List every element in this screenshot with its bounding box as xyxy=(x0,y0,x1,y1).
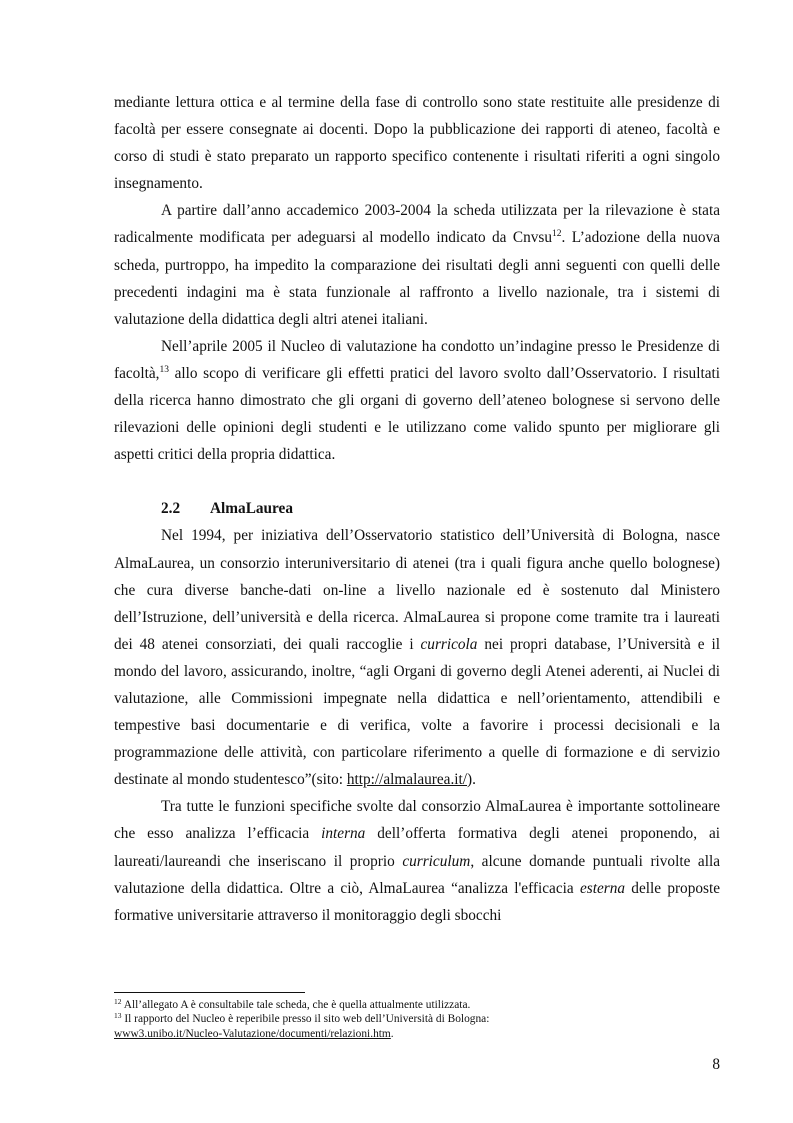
footnote-12-mark: 12 xyxy=(114,997,122,1006)
footnote-13-mark: 13 xyxy=(114,1011,122,1021)
paragraph-1 xyxy=(114,89,720,197)
footnote-13 xyxy=(114,1012,720,1041)
paragraph-1-text: mediante lettura ottica e al termine della fase di controllo sono state restituite alle presidenze di facoltà per essere consegnate ai docenti. Dopo la pubblicazione dei rapporti di ateneo, facoltà e corso di studi è stato preparato un rapporto specifico contenente i risultati riferiti a ogni singolo insegnamento. xyxy=(114,94,720,193)
paragraph-2 xyxy=(114,197,720,332)
page-number: 8 xyxy=(712,1056,720,1073)
footnote-divider xyxy=(114,992,305,993)
footnotes xyxy=(114,998,720,1041)
paragraph-3-text-a: Nell’aprile 2005 il Nucleo di valutazione ha condotto un’indagine presso le Presidenze di facoltà, xyxy=(114,337,720,382)
section-paragraph-2-text-b: dell’offerta formativa degli atenei proponendo, ai laureati/laureandi che inseriscano il proprio xyxy=(114,825,720,870)
footnote-13-text: Il rapporto del Nucleo è reperibile presso il sito web dell’Università di Bologna: xyxy=(121,1013,490,1026)
section-paragraph-1-text-a: Nel 1994, per iniziativa dell’Osservatorio statistico dell’Università di Bologna, nasce AlmaLaurea, un consorzio interuniversitario di atenei (tra i quali figura anche quello bolognese) che cura diverse banche-dati on-line a livello nazionale ed è sostenuto dal Ministero dell’Istruzione, dell’università e della ricerca. AlmaLaurea si propone come tramite tra i laureati dei 48 atenei consorziati, dei quali raccoglie i xyxy=(114,527,720,653)
footnote-12-text: All’allegato A è consultabile tale scheda, che è quella attualmente utilizzata. xyxy=(121,999,471,1011)
footnote-13-end: . xyxy=(390,1027,394,1040)
paragraph-2-text-a: A partire dall’anno accademico 2003-2004 la scheda utilizzata per la rilevazione è stata radicalmente modificata per adeguarsi al modello indicato da Cnvsu xyxy=(114,202,720,247)
section-paragraph-1-text-b: nei propri database, l’Università e il mondo del lavoro, assicurando, inoltre, “agli Organi di governo degli Atenei aderenti, ai Nuclei di valutazione, alle Commissioni impegnate nella didattica e nell’orientamento, attendibili e tempestive basi documentarie e di verifica, volte a favorire i processi decisionali e la programmazione delle attività, con particolare riferimento a quelle di formazione e di servizio destinate al mondo studentesco”(sito: xyxy=(114,635,720,789)
footnote-ref-12[interactable]: 12 xyxy=(552,229,562,240)
paragraph-3 xyxy=(114,333,720,468)
almalaurea-link[interactable]: http://almalaurea.it/ xyxy=(346,771,468,789)
footnote-12 xyxy=(114,998,720,1012)
paragraph-3-text-b: allo scopo di verificare gli effetti pratici del lavoro svolto dall’Osservatorio. I risultati della ricerca hanno dimostrato che gli organi di governo dell’ateneo bolognese si servono delle rilevazioni delle opinioni degli studenti e le utilizzano come valido spunto per migliorare gli aspetti critici della propria didattica. xyxy=(114,364,720,464)
section-paragraph-2-text-c: , alcune domande puntuali rivolte alla valutazione della didattica. Oltre a ciò, AlmaLaurea “analizza l'efficacia xyxy=(114,852,720,897)
body-text xyxy=(114,89,720,929)
section-paragraph-1-text-c: ). xyxy=(467,771,476,789)
italic-term-esterna: esterna xyxy=(579,879,625,897)
section-paragraph-2 xyxy=(114,793,720,928)
footnote-ref-13[interactable]: 13 xyxy=(159,364,169,375)
section-paragraph-2-text-d: delle proposte formative universitarie attraverso il monitoraggio degli sbocchi xyxy=(114,879,720,924)
italic-term-curricola: curricola xyxy=(420,635,478,653)
section-paragraph-1 xyxy=(114,522,720,793)
italic-term-interna: interna xyxy=(321,825,366,843)
italic-term-curriculum: curriculum xyxy=(402,852,471,870)
paragraph-2-text-b: . L’adozione della nuova scheda, purtroppo, ha impedito la comparazione dei risultati degli anni seguenti con quelli delle precedenti indagini ma è stata funzionale al raffronto a livello nazionale, tra i sistemi di valutazione della didattica degli altri atenei italiani. xyxy=(114,229,721,328)
section-number: 2.2 xyxy=(161,500,181,518)
unibo-report-link[interactable]: www3.unibo.it/Nucleo-Valutazione/documenti/relazioni.htm xyxy=(114,1027,391,1040)
section-heading xyxy=(114,495,720,522)
section-paragraph-2-text-a: Tra tutte le funzioni specifiche svolte dal consorzio AlmaLaurea è importante sottolineare che esso analizza l’efficacia xyxy=(114,798,720,843)
section-title: AlmaLaurea xyxy=(210,500,293,518)
